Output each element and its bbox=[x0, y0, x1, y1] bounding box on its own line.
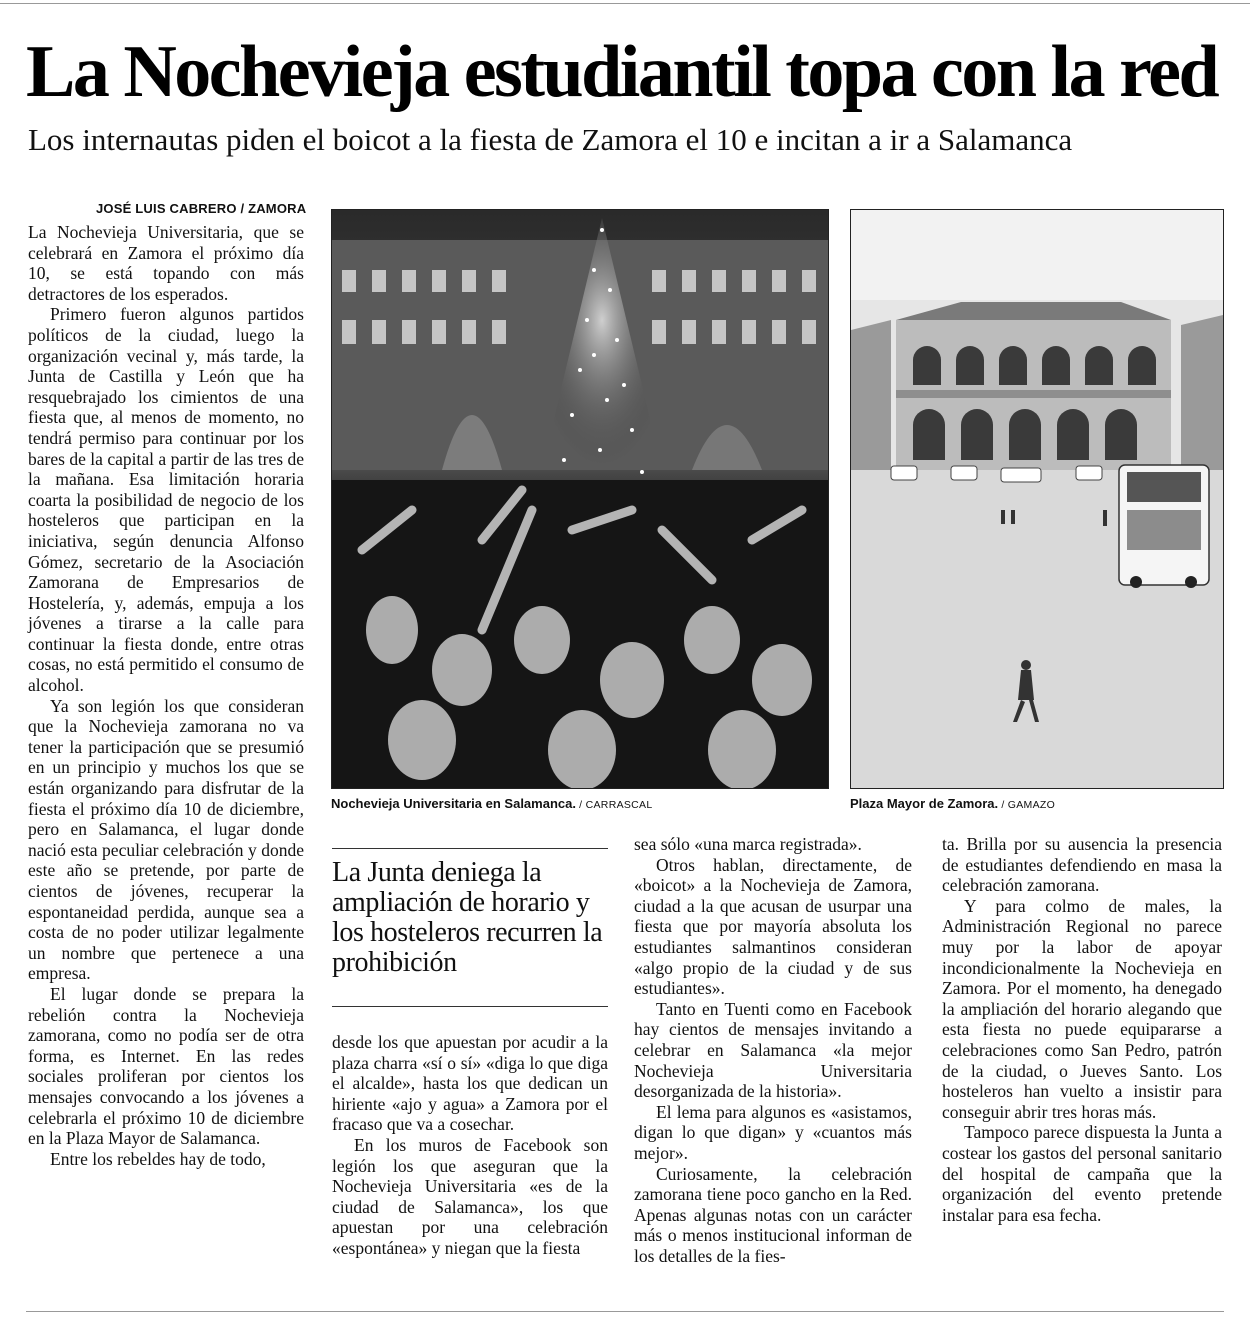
photo-zamora-caption bbox=[850, 796, 1055, 811]
caption-text: Plaza Mayor de Zamora. bbox=[850, 796, 999, 811]
byline: JOSÉ LUIS CABRERO / ZAMORA bbox=[96, 201, 307, 216]
top-rule bbox=[0, 3, 1250, 4]
paragraph: sea sólo «una marca registrada». bbox=[634, 834, 862, 854]
bottom-rule bbox=[26, 1311, 1224, 1312]
article-column-2 bbox=[332, 1032, 608, 1259]
article-column-4 bbox=[942, 834, 1222, 1225]
paragraph: Otros hablan, directamente, de «boicot» a la Nochevieja de Zamora, ciudad a la que acusan de usurpar una fiesta que por mayoría absoluta los estudiantes salmantinos consideran «algo propio de la ciudad y de sus estudiantes». bbox=[634, 854, 912, 999]
pull-quote-top-rule bbox=[332, 848, 608, 849]
photo-salamanca-caption bbox=[331, 796, 653, 811]
photo-zamora bbox=[850, 209, 1224, 789]
headline: La Nochevieja estudiantil topa con la red bbox=[26, 31, 1218, 113]
pull-quote-bottom-rule bbox=[332, 1006, 608, 1007]
paragraph: La Nochevieja Universitaria, que se celebrará en Zamora el próximo día 10, se está topando con más detractores de los esperados. bbox=[28, 222, 304, 304]
article-column-3 bbox=[634, 834, 912, 1266]
article-column-1 bbox=[28, 222, 304, 1169]
paragraph: desde los que apuestan por acudir a la plaza charra «sí o sí» «diga lo que diga el alcalde», hasta los que dedican un hiriente «ajo y agua» a Zamora por el fracaso que va a cosechar. bbox=[332, 1032, 608, 1135]
paragraph: Curiosamente, la celebración zamorana tiene poco gancho en la Red. Apenas algunas notas con un carácter más o menos institucional informan de los detalles de la fies- bbox=[634, 1163, 912, 1266]
subheadline: Los internautas piden el boicot a la fiesta de Zamora el 10 e incitan a ir a Salamanca bbox=[28, 122, 1073, 157]
paragraph: Ya son legión los que consideran que la Nochevieja zamorana no va tener la participación que se presumió en un principio y muchos los que se están organizando para disfrutar de la fiesta el próximo día 10 de diciembre, pero en Salamanca, el lugar donde nació esta peculiar celebración y donde este año se pretende, por parte de cientos de jóvenes, recuperar la espontaneidad perdida, aunque sea a costa de no poder utilizar legalmente un nombre que pertenece a una empresa. bbox=[28, 695, 304, 984]
paragraph: Primero fueron algunos partidos políticos de la ciudad, luego la organización vecinal y, más tarde, la Junta de Castilla y León que ha resquebrajado los cimientos de una fiesta que, al menos de momento, no tendrá permiso para continuar por los bares de la capital a partir de las tres de la mañana. Esa limitación horaria coarta la posibilidad de negocio de los hosteleros que participan en la iniciativa, según denuncia Alfonso Gómez, secretario de la Asociación Zamorana de Empresarios de Hostelería, y, además, empuja a los jóvenes a tirarse a la calle para continuar la fiesta donde, entre otras cosas, no está permitido el consumo de alcohol. bbox=[28, 304, 304, 696]
paragraph: En los muros de Facebook son legión los que aseguran que la Nochevieja Universitaria «es de la ciudad de Salamanca», los que apuestan por una celebración «espontánea» y niegan que la fiesta bbox=[332, 1134, 608, 1258]
photo-zamora-image bbox=[851, 210, 1223, 788]
photo-salamanca-image bbox=[332, 210, 828, 788]
caption-text: Nochevieja Universitaria en Salamanca. bbox=[331, 796, 576, 811]
paragraph: Y para colmo de males, la Administración Regional no parece muy por la labor de apoyar incondicionalmente la Nochevieja en Zamora. Por el momento, ha denegado la ampliación del horario alegando que esta fiesta no puede equipararse a celebraciones como San Pedro, patrón de la ciudad, o Jueves Santo. Los hosteleros han vuelto a insistir para conseguir abrir tres horas más. bbox=[942, 895, 1222, 1122]
paragraph: ta. Brilla por su ausencia la presencia de estudiantes defendiendo en masa la celebración zamorana. bbox=[942, 834, 1222, 896]
paragraph: Tampoco parece dispuesta la Junta a costear los gastos del personal sanitario del hospital de campaña que la organización del evento pretende instalar para esa fecha. bbox=[942, 1122, 1222, 1225]
paragraph: El lema para algunos es «asistamos, digan lo que digan» y «cuantos más mejor». bbox=[634, 1101, 912, 1163]
paragraph: Entre los rebeldes hay de todo, bbox=[50, 1148, 266, 1169]
paragraph: El lugar donde se prepara la rebelión contra la Nochevieja zamorana, como no podía ser de otra forma, es Internet. En las redes sociales proliferan por cientos los mensajes convocando a los jóvenes a celebrarla el próximo 10 de diciembre en la Plaza Mayor de Salamanca. bbox=[28, 983, 304, 1149]
pull-quote: La Junta deniega la ampliación de horario y los hosteleros recurren la prohibición bbox=[332, 857, 603, 978]
photo-salamanca bbox=[331, 209, 829, 789]
paragraph: Tanto en Tuenti como en Facebook hay cientos de mensajes invitando a celebrar en Salamanca «la mejor Nochevieja Universitaria desorganizada de la historia». bbox=[634, 998, 912, 1102]
photo-credit: / CARRASCAL bbox=[575, 799, 653, 811]
photo-credit: / GAMAZO bbox=[998, 799, 1056, 811]
